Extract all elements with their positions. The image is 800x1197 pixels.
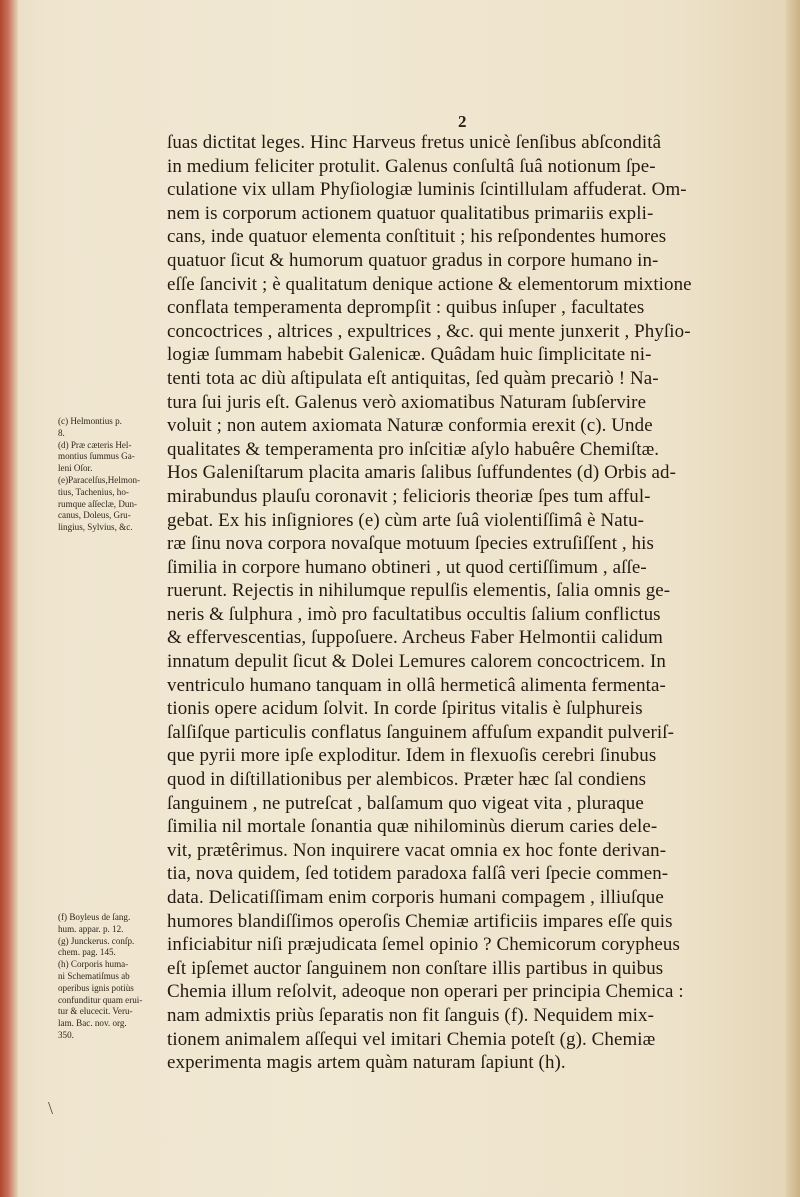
- sidenotes-lower: [58, 912, 162, 1042]
- text-line: data. Delicatiſſimam enim corporis humani compagem , illiuſque: [167, 887, 664, 908]
- text-line: ſimilia in corpore humano obtineri , ut quod certiſſimum , aſſe-: [167, 556, 647, 578]
- text-line: ſimilia nil mortale ſonantia quæ nihilominùs dierum caries dele-: [167, 816, 658, 838]
- sidenote-line: canus, Doleus, Gru-: [58, 510, 131, 521]
- text-line: concoctrices , altrices , expultrices , &c. qui mente junxerit , Phyſio-: [167, 320, 691, 342]
- text-line: tionem animalem aſſequi vel imitari Chemia poteſt (g). Chemiæ: [167, 1028, 656, 1050]
- text-line: vit, prætêrimus. Non inquirere vacat omnia ex hoc fonte derivan-: [167, 839, 667, 861]
- text-line: neris & ſulphura , imò pro facultatibus occultis ſalium conflictus: [167, 603, 661, 625]
- text-line: ventriculo humano tanquam in ollâ hermeticâ alimenta fermenta-: [167, 674, 666, 696]
- sidenote-line: tur & elucecit. Veru-: [58, 1006, 133, 1017]
- sidenote-line: tius, Tachenius, ho-: [58, 486, 129, 497]
- page-number: 2: [458, 112, 467, 131]
- text-line: humores blandiſſimos operoſis Chemiæ artificiis impares eſſe quis: [167, 910, 673, 932]
- sidenote-line: hum. appar. p. 12.: [58, 923, 124, 934]
- sidenote-line: rumque aſſeclæ, Dun-: [58, 498, 138, 509]
- text-line: gebat. Ex his inſigniores (e) cùm arte ſuâ violentiſſimâ è Natu-: [167, 509, 645, 531]
- sidenote-line: lingius, Sylvius, &c.: [58, 522, 133, 533]
- text-line: tionis opere acidum ſolvit. In corde ſpiritus vitalis è ſulphureis: [167, 698, 643, 720]
- sidenote-line: (g) Junckerus. conſp.: [58, 935, 135, 946]
- main-text-block: [167, 131, 795, 1075]
- sidenotes-upper: [58, 416, 162, 534]
- text-line: conflata temperamenta deprompſit : quibus inſuper , facultates: [167, 297, 645, 319]
- text-line: logiæ ſummam habebit Galenicæ. Quâdam huic ſimplicitate ni-: [167, 344, 652, 366]
- sidenote-line: 8.: [58, 427, 65, 438]
- text-line: qualitates & temperamenta pro inſcitiæ aſylo habuêre Chemiſtæ.: [167, 438, 660, 460]
- text-line: eſt ipſemet auctor ſanguinem non conſtare illis partibus in quibus: [167, 957, 664, 979]
- page-left-edge: [0, 0, 18, 1197]
- text-line: nem is corporum actionem quatuor qualitatibus primariis expli-: [167, 202, 654, 224]
- text-line: culatione vix ullam Phyſiologiæ luminis ſcintillulam affuderat. Om-: [167, 179, 687, 201]
- sidenote-line: (c) Helmontius p.: [58, 416, 122, 426]
- sidenote-line: (d) Præ cæteris Hel-: [58, 439, 132, 450]
- text-line: cans, inde quatuor elementa conſtituit ; his reſpondentes humores: [167, 226, 667, 248]
- text-line: quod in diſtillationibus per alembicos. Præter hæc ſal condiens: [167, 769, 647, 791]
- text-line: inficiabitur niſi præjudicata ſemel opinio ? Chemicorum corypheus: [167, 934, 680, 956]
- text-line: mirabundus plauſu coronavit ; felicioris theoriæ ſpes tum afful-: [167, 485, 651, 507]
- text-line: & effervescentias, ſuppoſuere. Archeus Faber Helmontii calidum: [167, 627, 663, 649]
- text-line: voluit ; non autem axiomata Naturæ conformia erexit (c). Unde: [167, 415, 653, 437]
- sidenote-line: (f) Boyleus de ſang.: [58, 912, 131, 922]
- text-line: Chemia illum reſolvit, adeoque non operari per principia Chemica :: [167, 981, 684, 1003]
- sidenote-line: leni Oſor.: [58, 463, 93, 474]
- sidenote-line: lam. Bac. nov. org.: [58, 1018, 127, 1029]
- text-line: experimenta magis artem quàm naturam ſapiunt (h).: [167, 1052, 566, 1074]
- text-line: ſuas dictitat leges. Hinc Harveus fretus unicè ſenſibus abſconditâ: [167, 132, 662, 153]
- text-line: tenti tota ac diù aſtipulata eſt antiquitas, ſed quàm precariò ! Na-: [167, 367, 659, 389]
- sidenote-line: chem. pag. 145.: [58, 947, 116, 958]
- text-line: tia, nova quidem, ſed totidem paradoxa falſâ veri ſpecie commen-: [167, 863, 669, 885]
- sidenote-line: ni Schematiſmus ab: [58, 970, 130, 981]
- text-line: eſſe ſancivit ; è qualitatum denique actione & elementorum mixtione: [167, 273, 692, 295]
- text-line: quatuor ſicut & humorum quatuor gradus in corpore humano in-: [167, 249, 659, 271]
- sidenote-line: confunditur quam erui-: [58, 994, 143, 1005]
- text-line: Hos Galeniſtarum placita amaris ſalibus ſuffundentes (d) Orbis ad-: [167, 462, 677, 484]
- text-line: in medium feliciter protulit. Galenus conſultâ ſuâ notionum ſpe-: [167, 155, 656, 177]
- ink-mark: \: [48, 1098, 54, 1118]
- sidenote-line: 350.: [58, 1029, 74, 1040]
- text-line: nam admixtis priùs ſeparatis non fit ſanguis (f). Nequidem mix-: [167, 1004, 655, 1026]
- sidenote-line: (e)Paracelſus,Helmon-: [58, 474, 141, 485]
- text-line: ruerunt. Rejectis in nihilumque repulſis elementis, ſalia omnis ge-: [167, 580, 671, 602]
- text-line: que pyrii more ipſe exploditur. Idem in flexuoſis cerebri ſinubus: [167, 745, 657, 767]
- sidenote-line: montius ſummus Ga-: [58, 451, 135, 462]
- sidenote-line: operibus ignis potiùs: [58, 982, 134, 993]
- text-line: ræ ſinu nova corpora novaſque motuum ſpecies extruſiſſent , his: [167, 533, 654, 555]
- text-line: ſalſiſque particulis conflatus ſanguinem affuſum expandit pulveriſ-: [167, 721, 675, 743]
- sidenote-line: (h) Corporis huma-: [58, 959, 129, 970]
- text-line: innatum depulit ſicut & Dolei Lemures calorem concoctricem. In: [167, 651, 666, 673]
- text-line: tura ſui juris eſt. Galenus verò axiomatibus Naturam ſubſervire: [167, 391, 647, 413]
- text-line: ſanguinem , ne putreſcat , balſamum quo vigeat vita , pluraque: [167, 792, 644, 814]
